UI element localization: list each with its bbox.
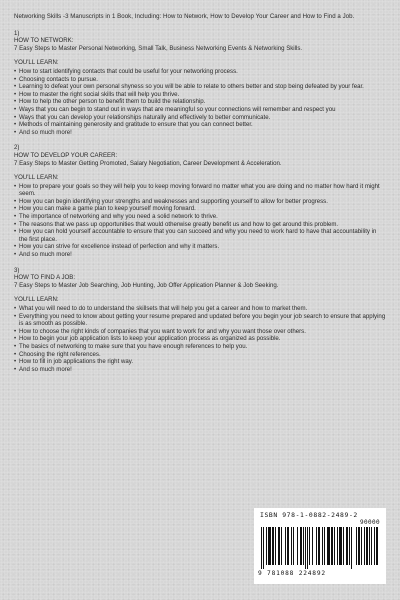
bullet-text: How to begin your job application lists to keep your application process as organized as possible.: [19, 335, 281, 343]
bullet-list: [14, 68, 386, 136]
barcode-bar: [305, 527, 306, 569]
section-number: 3): [14, 266, 20, 274]
bullet-text: How to help the other person to benefit them to build the relationship.: [19, 98, 206, 106]
bullet-text: How to prepare your goals so they will help you to keep moving forward no matter what you are doing and no matter how hard it might seem.: [19, 182, 380, 198]
barcode-bar: [300, 527, 302, 565]
bullet-dot: •: [14, 83, 17, 91]
bullet-item: [14, 198, 386, 206]
section-develop-career: [14, 144, 386, 258]
bullet-item: [14, 106, 386, 114]
bullet-dot: •: [14, 228, 17, 236]
barcode-bar: [309, 527, 310, 565]
section-number: 2): [14, 144, 20, 152]
bullet-dot: •: [14, 75, 17, 83]
bullet-item: [14, 98, 386, 106]
bullet-item: [14, 358, 386, 366]
barcode-number: 9 781088 224892: [258, 570, 326, 577]
bullet-item: [14, 205, 386, 213]
bullet-dot: •: [14, 213, 17, 221]
barcode-bar: [366, 527, 368, 565]
section-subtitle: 7 Easy Steps to Master Getting Promoted, Salary Negotiation, Career Development & Acceleration.: [14, 159, 282, 167]
bullet-item: [14, 343, 386, 351]
bullet-item: [14, 183, 386, 198]
isbn-barcode: [254, 508, 386, 584]
barcode-bar: [281, 527, 282, 565]
bullet-dot: •: [14, 90, 17, 98]
barcode-addon-bars: [356, 527, 378, 567]
barcode-bar: [371, 527, 372, 565]
barcode-bar: [339, 527, 342, 565]
bullet-dot: •: [14, 365, 17, 373]
bullet-dot: •: [14, 105, 17, 113]
barcode-bar: [287, 527, 289, 565]
section-find-job: [14, 267, 386, 374]
bullet-text: Everything you need to know about getting your resume prepared and updated before you begin your job search to ensure that applying is as smooth as possible.: [19, 312, 386, 328]
bullet-item: [14, 114, 386, 122]
bullet-item: [14, 335, 386, 343]
bullet-dot: •: [14, 220, 17, 228]
barcode-bar: [266, 527, 267, 565]
section-number: 1): [14, 29, 20, 37]
barcode-bar: [268, 527, 271, 565]
bullet-dot: •: [14, 335, 17, 343]
bullet-dot: •: [14, 305, 17, 312]
bullet-dot: •: [14, 182, 17, 190]
isbn-text: ISBN 978-1-0882-2489-2: [260, 511, 358, 519]
bullet-item: [14, 83, 386, 91]
section-heading: HOW TO DEVELOP YOUR CAREER:: [14, 151, 118, 159]
barcode-bar: [374, 527, 375, 565]
barcode-bar: [327, 527, 330, 565]
bullet-text: Choosing the right references.: [19, 350, 101, 358]
bullet-dot: •: [14, 251, 17, 259]
barcode-bar: [376, 527, 378, 565]
bullet-text: How you can hold yourself accountable to ensure that you can succeed and why you need to work hard to have that accountability in the first place.: [19, 228, 377, 243]
bullet-dot: •: [14, 350, 17, 358]
bullet-text: The basics of networking to make sure that you have enough references to help you.: [19, 342, 248, 350]
barcode-bar: [334, 527, 335, 565]
bullet-dot: •: [14, 243, 17, 251]
bullet-item: [14, 76, 386, 84]
bullet-text: Methods of maintaining generosity and gratitude to ensure that you can connect better.: [19, 121, 253, 129]
barcode-bar: [349, 527, 350, 565]
bullet-text: What you will need to do to understand the skillsets that will help you get a career and how to market them.: [19, 305, 308, 312]
barcode-bar: [351, 527, 352, 569]
bullet-dot: •: [14, 197, 17, 205]
bullet-dot: •: [14, 121, 17, 129]
barcode-bar: [303, 527, 304, 565]
bullet-text: Learning to defeat your own personal shyness so you will be able to relate to others better and stop being defeated by your fear.: [19, 83, 364, 91]
bullet-dot: •: [14, 312, 17, 320]
bullet-item: [14, 91, 386, 99]
bullet-text: How to choose the right kinds of companies that you want to work for and why you want those over others.: [19, 327, 306, 335]
bullet-item: [14, 221, 386, 229]
bullet-text: How you can strive for excellence instead of perfection and why it matters.: [19, 243, 220, 251]
bullet-text: How you can make a game plan to keep yourself moving forward.: [19, 205, 196, 213]
barcode-bar: [297, 527, 298, 565]
bullet-item: [14, 213, 386, 221]
bullet-text: The importance of networking and why you need a solid network to thrive.: [19, 213, 218, 221]
barcode-bar: [322, 527, 323, 565]
section-heading: HOW TO FIND A JOB:: [14, 274, 76, 282]
bullet-item: [14, 129, 386, 137]
section-heading: HOW TO NETWORK:: [14, 37, 74, 45]
bullet-list: [14, 183, 386, 259]
bullet-item: [14, 243, 386, 251]
barcode-bar: [263, 527, 264, 569]
barcode-bar: [343, 527, 344, 565]
learn-label: YOU'LL LEARN:: [14, 296, 59, 304]
barcode-bar: [356, 527, 357, 565]
bullet-item: [14, 305, 386, 313]
bullet-dot: •: [14, 67, 17, 75]
section-subtitle: 7 Easy Steps to Master Personal Networking, Small Talk, Business Networking Events & Networking Skills.: [14, 44, 303, 52]
bullet-item: [14, 366, 386, 374]
barcode-bar: [261, 527, 262, 569]
bullet-item: [14, 251, 386, 259]
bullet-item: [14, 121, 386, 129]
bullet-text: Choosing contacts to pursue.: [19, 75, 98, 83]
barcode-bars: [261, 527, 353, 571]
barcode-bar: [361, 527, 362, 565]
bullet-dot: •: [14, 128, 17, 136]
barcode-bar: [275, 527, 276, 565]
learn-label: YOU'LL LEARN:: [14, 174, 59, 182]
learn-label: YOU'LL LEARN:: [14, 59, 59, 67]
bullet-dot: •: [14, 327, 17, 335]
barcode-bar: [316, 527, 317, 565]
bullet-text: How you can begin identifying your strengths and weaknesses and supporting yourself to allow for better progress.: [19, 197, 328, 205]
barcode-bar: [358, 527, 360, 565]
bullet-item: [14, 328, 386, 336]
barcode-bar: [293, 527, 294, 565]
bullet-text: How to master the right social skills that will help you thrive.: [19, 90, 180, 98]
section-how-to-network: [14, 30, 386, 137]
bullet-text: The reasons that we pass up opportunities that would otherwise greatly benefit us and how to get around this problem.: [19, 220, 339, 228]
bullet-item: [14, 228, 386, 243]
bullet-item: [14, 68, 386, 76]
bullet-dot: •: [14, 342, 17, 350]
bullet-dot: •: [14, 98, 17, 106]
barcode-bar: [291, 527, 292, 565]
bullet-item: [14, 313, 386, 328]
bullet-item: [14, 351, 386, 359]
section-subtitle: 7 Easy Steps to Master Job Searching, Job Hunting, Job Offer Application Planner & Job Seeking.: [14, 281, 279, 289]
barcode-bar: [278, 527, 280, 565]
bullet-text: Ways that you can begin to stand out in ways that are meaningful so your connections will remember and respect you: [19, 105, 336, 113]
bullet-text: Ways that you can develop your relationships naturally and effectively to better communicate.: [19, 113, 271, 121]
barcode-bar: [324, 527, 325, 565]
barcode-bar: [364, 527, 365, 565]
bullet-text: And so much more!: [19, 251, 72, 259]
bullet-dot: •: [14, 205, 17, 213]
barcode-bar: [346, 527, 348, 565]
price-code: 90000: [359, 519, 380, 526]
bullet-dot: •: [14, 358, 17, 366]
bullet-text: How to start identifying contacts that could be useful for your networking process.: [19, 67, 238, 75]
bullet-text: How to fill in job applications the right way.: [19, 358, 134, 366]
bullet-dot: •: [14, 113, 17, 121]
barcode-bar: [312, 527, 313, 565]
bullet-list: [14, 305, 386, 373]
barcode-bar: [285, 527, 286, 565]
book-title: Networking Skills -3 Manuscripts in 1 Book, Including: How to Network, How to Develop Your Career and How to Find a Job.: [14, 13, 355, 20]
barcode-bar: [369, 527, 370, 565]
barcode-bar: [331, 527, 333, 565]
bullet-text: And so much more!: [19, 128, 72, 136]
barcode-bar: [337, 527, 338, 565]
barcode-bar: [307, 527, 308, 569]
bullet-text: And so much more!: [19, 365, 72, 373]
barcode-bar: [318, 527, 320, 565]
barcode-bar: [272, 527, 274, 565]
